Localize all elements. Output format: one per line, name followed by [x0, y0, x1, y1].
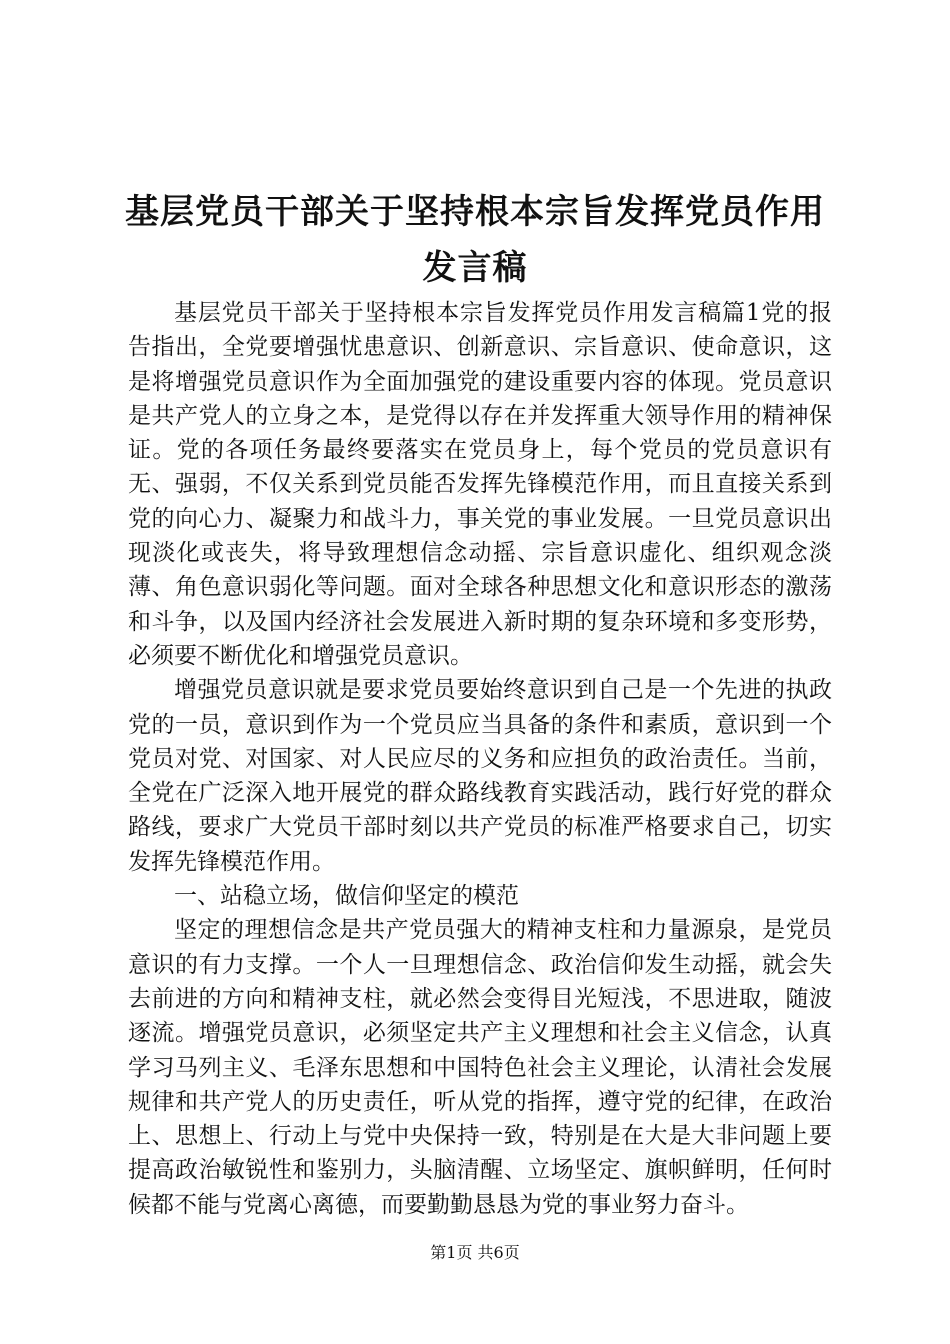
- document-title-line-1: 基层党员干部关于坚持根本宗旨发挥党员作用: [125, 192, 825, 232]
- page-footer-indicator: 第1页 共6页: [430, 1243, 520, 1262]
- body-paragraph-3: 坚定的理想信念是共产党员强大的精神支柱和力量源泉，是党员意识的有力支撑。一个人一旦理想信念、政治信仰发生动摇，就会失去前进的方向和精神支柱，就必然会变得目光短浅，不思进取，随波逐流。增强党员意识，必须坚定共产主义理想和社会主义信念，认真学习马列主义、毛泽东思想和中国特色社会主义理论，认清社会发展规律和共产党人的历史责任，听从党的指挥，遵守党的纪律，在政治上、思想上、行动上与党中央保持一致，特别是在大是大非问题上要提高政治敏锐性和鉴别力，头脑清醒、立场坚定、旗帜鲜明，任何时候都不能与党离心离德，而要勤勤恳恳为党的事业努力奋斗。: [128, 917, 832, 1218]
- body-paragraph-2: 增强党员意识就是要求党员要始终意识到自己是一个先进的执政党的一员，意识到作为一个党员应当具备的条件和素质，意识到一个党员对党、对国家、对人民应尽的义务和应担负的政治责任。当前，全党在广泛深入地开展党的群众路线教育实践活动，践行好党的群众路线，要求广大党员干部时刻以共产党员的标准严格要求自己，切实发挥先锋模范作用。: [128, 677, 832, 875]
- document-body: [128, 296, 832, 1222]
- document-title-line-2: 发言稿: [422, 248, 528, 288]
- section-heading-1: 一、站稳立场，做信仰坚定的模范: [174, 883, 519, 910]
- body-paragraph-1: 基层党员干部关于坚持根本宗旨发挥党员作用发言稿篇1党的报告指出，全党要增强忧患意识、创新意识、宗旨意识、使命意识，这是将增强党员意识作为全面加强党的建设重要内容的体现。党员意识是共产党人的立身之本，是党得以存在并发挥重大领导作用的精神保证。党的各项任务最终要落实在党员身上，每个党员的党员意识有无、强弱，不仅关系到党员能否发挥先锋模范作用，而且直接关系到党的向心力、凝聚力和战斗力，事关党的事业发展。一旦党员意识出现淡化或丧失，将导致理想信念动摇、宗旨意识虚化、组织观念淡薄、角色意识弱化等问题。面对全球各种思想文化和意识形态的激荡和斗争，以及国内经济社会发展进入新时期的复杂环境和多变形势，必须要不断优化和增强党员意识。: [128, 300, 832, 669]
